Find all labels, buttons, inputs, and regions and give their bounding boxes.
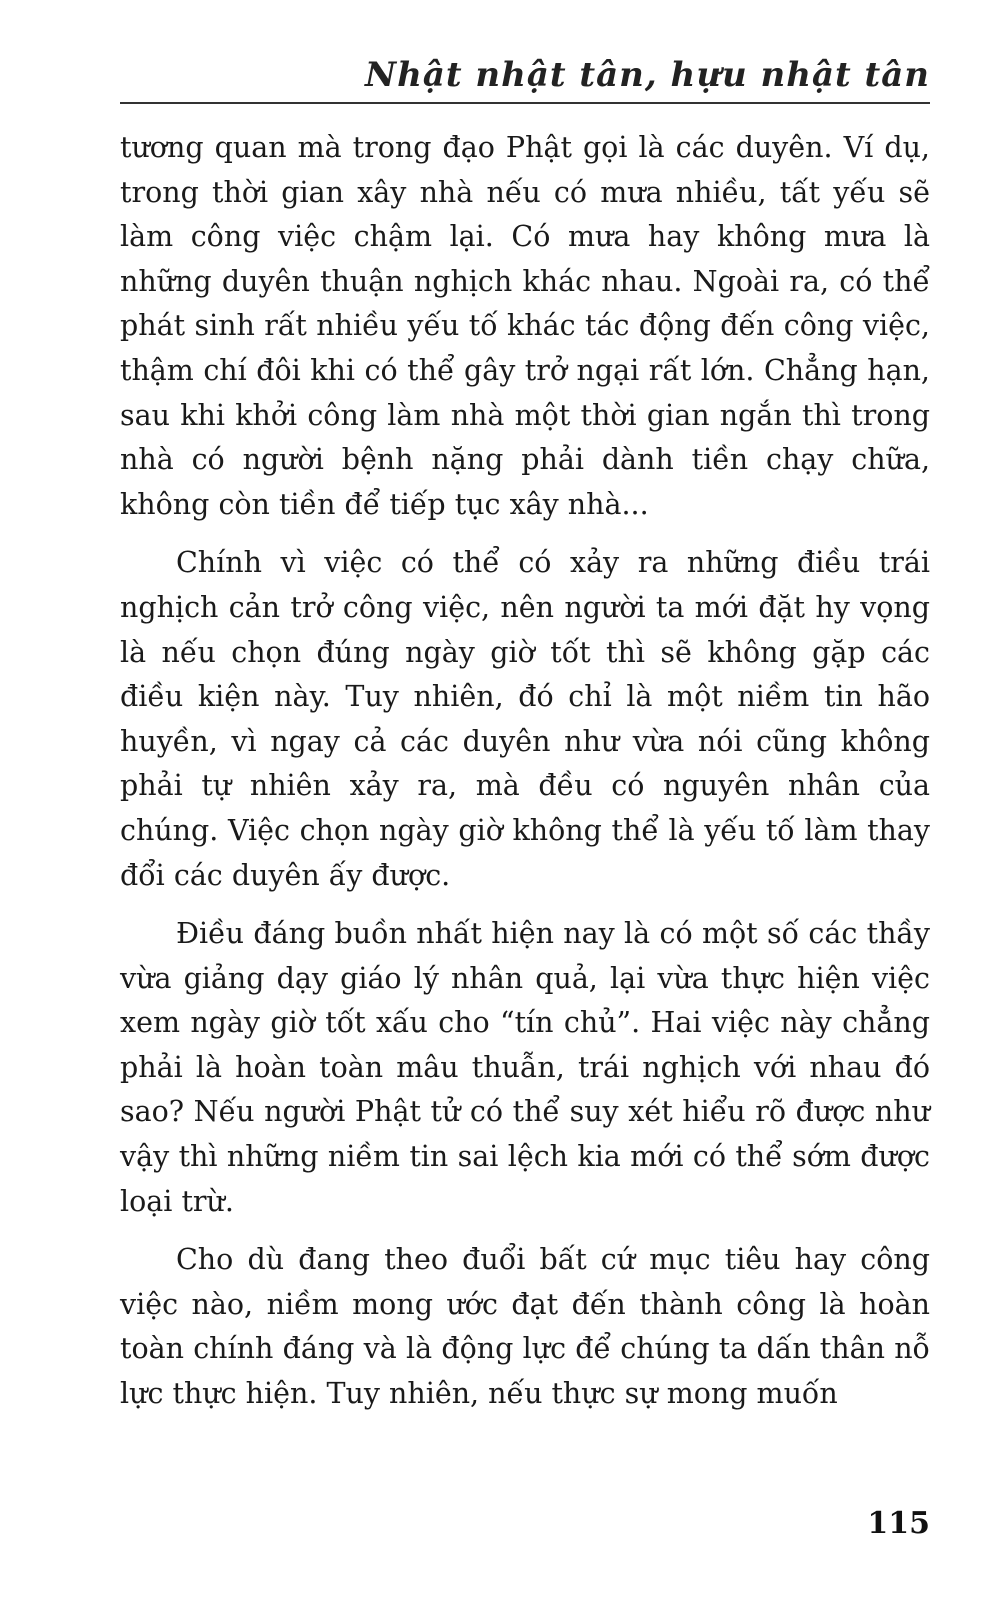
header-divider	[120, 102, 930, 104]
body-text	[120, 126, 930, 1431]
paragraph: Cho dù đang theo đuổi bất cứ mục tiêu hay công việc nào, niềm mong ước đạt đến thành công là hoàn toàn chính đáng và là động lực để chúng ta dấn thân nỗ lực thực hiện. Tuy nhiên, nếu thực sự mong muốn	[120, 1243, 930, 1411]
paragraph-continued: tương quan mà trong đạo Phật gọi là các duyên. Ví dụ, trong thời gian xây nhà nếu có mưa nhiều, tất yếu sẽ làm công việc chậm lại. Có mưa hay không mưa là những duyên thuận nghịch khác nhau. Ngoài ra, có thể phát sinh rất nhiều yếu tố khác tác động đến công việc, thậm chí đôi khi có thể gây trở ngại rất lớn. Chẳng hạn, sau khi khởi công làm nhà một thời gian ngắn thì trong nhà có người bệnh nặng phải dành tiền chạy chữa, không còn tiền để tiếp tục xây nhà...	[120, 131, 930, 521]
paragraph: Điều đáng buồn nhất hiện nay là có một số các thầy vừa giảng dạy giáo lý nhân quả, lại vừa thực hiện việc xem ngày giờ tốt xấu cho “tín chủ”. Hai việc này chẳng phải là hoàn toàn mâu thuẫn, trái nghịch với nhau đó sao? Nếu người Phật tử có thể suy xét hiểu rõ được như vậy thì những niềm tin sai lệch kia mới có thể sớm được loại trừ.	[120, 917, 930, 1218]
page-number: 115	[867, 1506, 930, 1541]
running-header-title: Nhật nhật tân, hựu nhật tân	[365, 55, 930, 95]
paragraph: Chính vì việc có thể có xảy ra những điều trái nghịch cản trở công việc, nên người ta mới đặt hy vọng là nếu chọn đúng ngày giờ tốt thì sẽ không gặp các điều kiện này. Tuy nhiên, đó chỉ là một niềm tin hão huyền, vì ngay cả các duyên như vừa nói cũng không phải tự nhiên xảy ra, mà đều có nguyên nhân của chúng. Việc chọn ngày giờ không thể là yếu tố làm thay đổi các duyên ấy được.	[120, 546, 930, 892]
